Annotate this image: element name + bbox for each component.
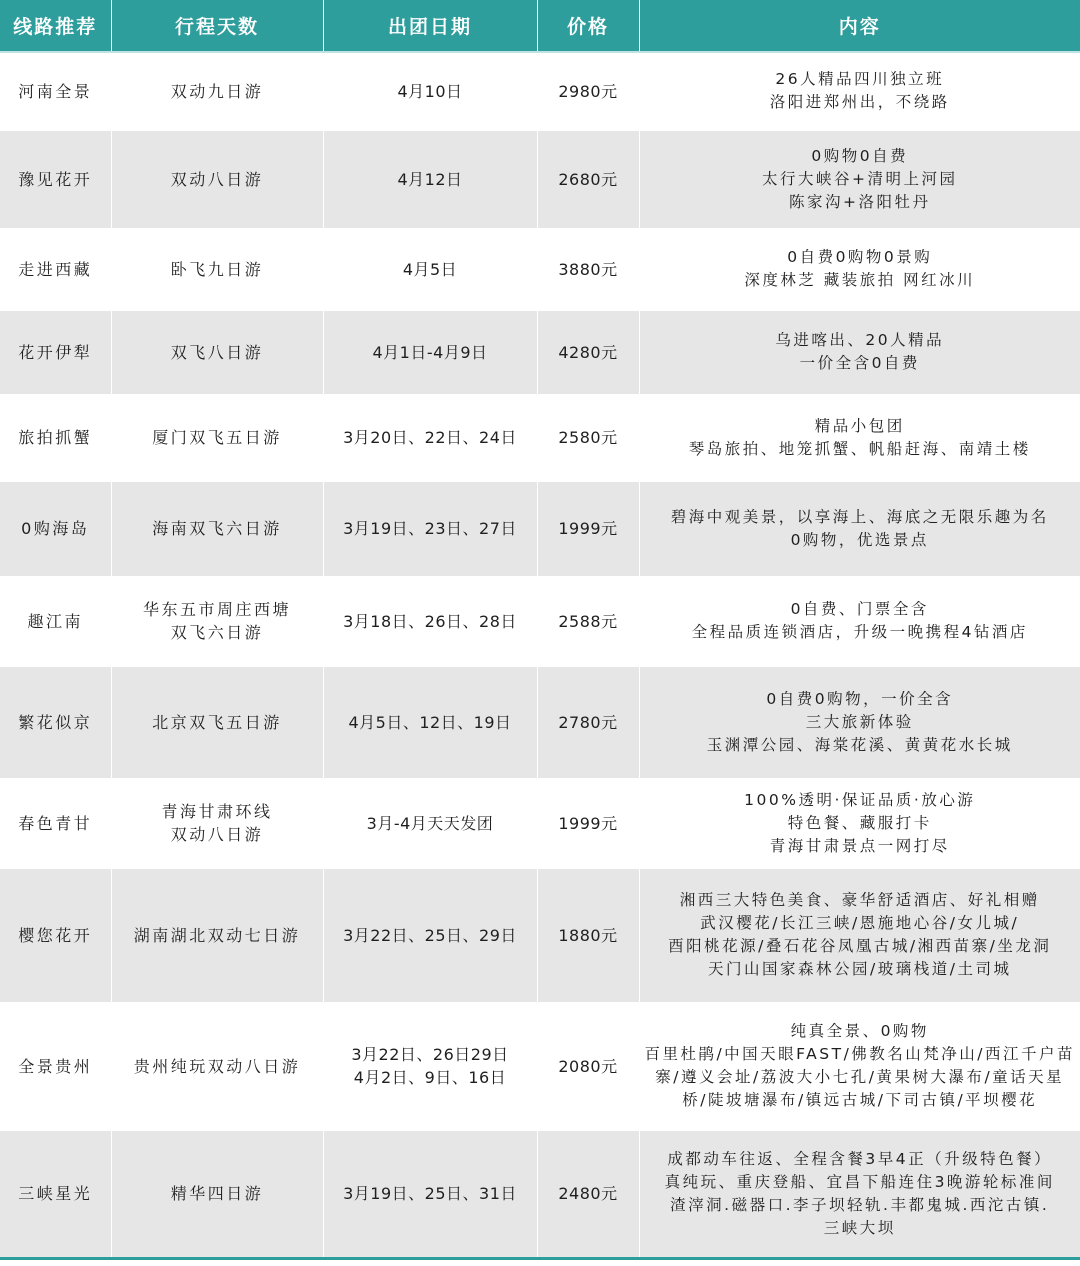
price-cell: 2588元 [537, 576, 639, 666]
content-cell: 乌进喀出、20人精品 一价全含0自费 [639, 310, 1080, 394]
route-cell: 旅拍抓蟹 [0, 394, 111, 481]
table-row [0, 778, 1080, 868]
price-cell: 2780元 [537, 666, 639, 778]
header-days: 行程天数 [111, 0, 323, 52]
content-cell: 成都动车往返、全程含餐3早4正（升级特色餐） 真纯玩、重庆登船、宜昌下船连住3晚游轮标准间 渣滓洞.磁器口.李子坝轻轨.丰都鬼城.西沱古镇. 三峡大坝 [639, 1130, 1080, 1258]
date-cell: 3月18日、26日、28日 [323, 576, 537, 666]
date-cell: 3月22日、26日29日 4月2日、9日、16日 [323, 1002, 537, 1130]
price-cell: 2080元 [537, 1002, 639, 1130]
table-row [0, 666, 1080, 778]
days-cell: 精华四日游 [111, 1130, 323, 1258]
table-row [0, 1130, 1080, 1258]
route-cell: 全景贵州 [0, 1002, 111, 1130]
date-cell: 4月10日 [323, 52, 537, 130]
route-cell: 河南全景 [0, 52, 111, 130]
content-cell: 0自费0购物，一价全含 三大旅新体验 玉渊潭公园、海棠花溪、黄黄花水长城 [639, 666, 1080, 778]
route-cell: 走进西藏 [0, 228, 111, 310]
route-cell: 豫见花开 [0, 130, 111, 228]
price-cell: 2580元 [537, 394, 639, 481]
date-cell: 4月1日-4月9日 [323, 310, 537, 394]
content-cell: 精品小包团 琴岛旅拍、地笼抓蟹、帆船赶海、南靖土楼 [639, 394, 1080, 481]
route-cell: 春色青甘 [0, 778, 111, 868]
table-row [0, 310, 1080, 394]
date-cell: 4月12日 [323, 130, 537, 228]
date-cell: 3月20日、22日、24日 [323, 394, 537, 481]
header-route: 线路推荐 [0, 0, 111, 52]
header-price: 价格 [537, 0, 639, 52]
days-cell: 双飞八日游 [111, 310, 323, 394]
days-cell: 青海甘肃环线 双动八日游 [111, 778, 323, 868]
days-cell: 北京双飞五日游 [111, 666, 323, 778]
price-cell: 3880元 [537, 228, 639, 310]
price-cell: 1999元 [537, 778, 639, 868]
header-row [0, 0, 1080, 52]
days-cell: 华东五市周庄西塘 双飞六日游 [111, 576, 323, 666]
table-row [0, 52, 1080, 130]
price-cell: 4280元 [537, 310, 639, 394]
days-cell: 双动八日游 [111, 130, 323, 228]
days-cell: 双动九日游 [111, 52, 323, 130]
date-cell: 4月5日 [323, 228, 537, 310]
table-row [0, 481, 1080, 576]
price-cell: 1999元 [537, 481, 639, 576]
days-cell: 湖南湖北双动七日游 [111, 868, 323, 1002]
table-row [0, 576, 1080, 666]
content-cell: 100%透明·保证品质·放心游 特色餐、藏服打卡 青海甘肃景点一网打尽 [639, 778, 1080, 868]
price-cell: 2680元 [537, 130, 639, 228]
header-date: 出团日期 [323, 0, 537, 52]
price-cell: 1880元 [537, 868, 639, 1002]
table-row [0, 130, 1080, 228]
price-cell: 2480元 [537, 1130, 639, 1258]
content-cell: 纯真全景、0购物 百里杜鹃/中国天眼FAST/佛教名山梵净山/西江千户苗 寨/遵义会址/荔波大小七孔/黄果树大瀑布/童话天星 桥/陡坡塘瀑布/镇远古城/下司古镇/平坝樱花 [639, 1002, 1080, 1130]
date-cell: 3月22日、25日、29日 [323, 868, 537, 1002]
price-cell: 2980元 [537, 52, 639, 130]
date-cell: 3月19日、23日、27日 [323, 481, 537, 576]
route-cell: 三峡星光 [0, 1130, 111, 1258]
days-cell: 卧飞九日游 [111, 228, 323, 310]
header-content: 内容 [639, 0, 1080, 52]
table-row [0, 228, 1080, 310]
content-cell: 26人精品四川独立班 洛阳进郑州出，不绕路 [639, 52, 1080, 130]
table-row [0, 868, 1080, 1002]
table-row [0, 1002, 1080, 1130]
content-cell: 0自费0购物0景购 深度林芝 藏装旅拍 网红冰川 [639, 228, 1080, 310]
route-cell: 趣江南 [0, 576, 111, 666]
route-cell: 0购海岛 [0, 481, 111, 576]
days-cell: 海南双飞六日游 [111, 481, 323, 576]
date-cell: 3月-4月天天发团 [323, 778, 537, 868]
table-row [0, 394, 1080, 481]
content-cell: 0购物0自费 太行大峡谷+清明上河园 陈家沟+洛阳牡丹 [639, 130, 1080, 228]
content-cell: 湘西三大特色美食、豪华舒适酒店、好礼相赠 武汉樱花/长江三峡/恩施地心谷/女儿城/ 酉阳桃花源/叠石花谷凤凰古城/湘西苗寨/坐龙洞 天门山国家森林公园/玻璃栈道/土司城 [639, 868, 1080, 1002]
date-cell: 3月19日、25日、31日 [323, 1130, 537, 1258]
days-cell: 厦门双飞五日游 [111, 394, 323, 481]
route-cell: 花开伊犁 [0, 310, 111, 394]
date-cell: 4月5日、12日、19日 [323, 666, 537, 778]
days-cell: 贵州纯玩双动八日游 [111, 1002, 323, 1130]
route-cell: 樱您花开 [0, 868, 111, 1002]
route-cell: 繁花似京 [0, 666, 111, 778]
content-cell: 0自费、门票全含 全程品质连锁酒店，升级一晚携程4钻酒店 [639, 576, 1080, 666]
content-cell: 碧海中观美景，以享海上、海底之无限乐趣为名 0购物，优选景点 [639, 481, 1080, 576]
